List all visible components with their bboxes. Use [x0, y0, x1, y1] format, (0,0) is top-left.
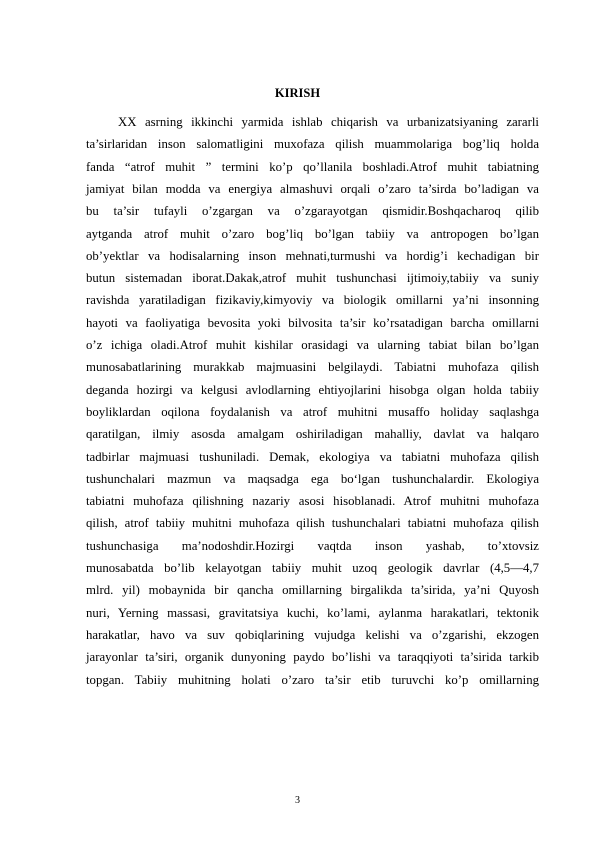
- text-line: jamiyat bilan modda va energiya almashuvi orqali o’zaro ta’sirda bo’ladigan va: [86, 181, 539, 196]
- text-line: tabiatni muhofaza qilishning nazariy asosi hisoblanadi. Atrof muhitni muhofaza: [86, 494, 539, 509]
- text-line: munosabatda bo’lib kelayotgan tabiiy muhit uzoq geologik davrlar (4,5—4,7: [86, 561, 539, 575]
- text-line: ob’yektlar va hodisalarning inson mehnati,turmushi va hordig’i kechadigan bir: [86, 248, 539, 263]
- text-line: tushunchalari mazmun va maqsadga ega bo‘lgan tushunchalardir. Ekologiya: [86, 471, 539, 486]
- section-title: KIRISH: [274, 86, 321, 100]
- text-line: topgan. Tabiiy muhitning holati o’zaro ta’sir etib turuvchi ko’p omillarning: [86, 672, 539, 687]
- text-line: ta’sirlaridan inson salomatligini muxofaza qilish muammolariga bog’liq holda: [86, 137, 539, 152]
- text-line: hayoti va faoliyatiga bevosita yoki bilvosita ta’sir ko’rsatadigan barcha omillarni: [86, 315, 539, 330]
- text-line: bu ta’sir tufayli o’zgargan va o’zgarayotgan qismidir.Boshqacharoq qilib: [86, 204, 539, 219]
- text-line: XX asrning ikkinchi yarmida ishlab chiqarish va urbanizatsiyaning zararli: [118, 115, 539, 129]
- text-line: tadbirlar majmuasi tushuniladi. Demak, ekologiya va tabiatni muhofaza qilish: [86, 449, 539, 464]
- text-line: butun sistemadan iborat.Dakak,atrof muhit tushunchasi ijtimoiy,tabiiy va suniy: [86, 271, 539, 286]
- text-line: deganda hozirgi va kelgusi avlodlarning ehtiyojlarini hisobga olgan holda tabiiy: [86, 382, 539, 397]
- text-line: boyliklardan oqilona foydalanish va atrof muhitni musaffo holiday saqlashga: [86, 404, 539, 419]
- text-line: aytganda atrof muhit o’zaro bog’liq bo’lgan tabiiy va antropogen bo’lgan: [86, 226, 539, 241]
- text-line: qilish, atrof tabiiy muhitni muhofaza qilish tushunchalari tabiatni muhofaza qilish: [86, 516, 539, 531]
- text-line: qaratilgan, ilmiy asosda amalgam oshiriladigan mahalliy, davlat va halqaro: [86, 427, 539, 442]
- text-line: tushunchasiga ma’nodoshdir.Hozirgi vaqtda inson yashab, to’xtovsiz: [86, 538, 539, 553]
- text-line: nuri, Yerning massasi, gravitatsiya kuchi, ko’lami, aylanma harakatlari, tektonik: [86, 605, 539, 620]
- text-line: harakatlar, havo va suv qobiqlarining vujudga kelishi va o’zgarishi, ekzogen: [86, 627, 539, 642]
- text-line: jarayonlar ta’siri, organik dunyoning paydo bo’lishi va taraqqiyoti ta’sirida tarkib: [86, 650, 539, 665]
- text-line: mlrd. yil) mobaynida bir qancha omillarning birgalikda ta’sirida, ya’ni Quyosh: [86, 583, 539, 598]
- text-line: munosabatlarining murakkab majmuasini belgilaydi. Tabiatni muhofaza qilish: [86, 360, 539, 375]
- text-line: fanda “atrof muhit ” termini ko’p qo’llanila boshladi.Atrof muhit tabiatning: [86, 159, 539, 174]
- page-number: 3: [295, 795, 300, 806]
- text-line: ravishda yaratiladigan fizikaviy,kimyoviy va biologik omillarni ya’ni insonning: [86, 293, 539, 308]
- text-line: o’z ichiga oladi.Atrof muhit kishilar orasidagi va ularning tabiat bilan bo’lgan: [86, 338, 539, 352]
